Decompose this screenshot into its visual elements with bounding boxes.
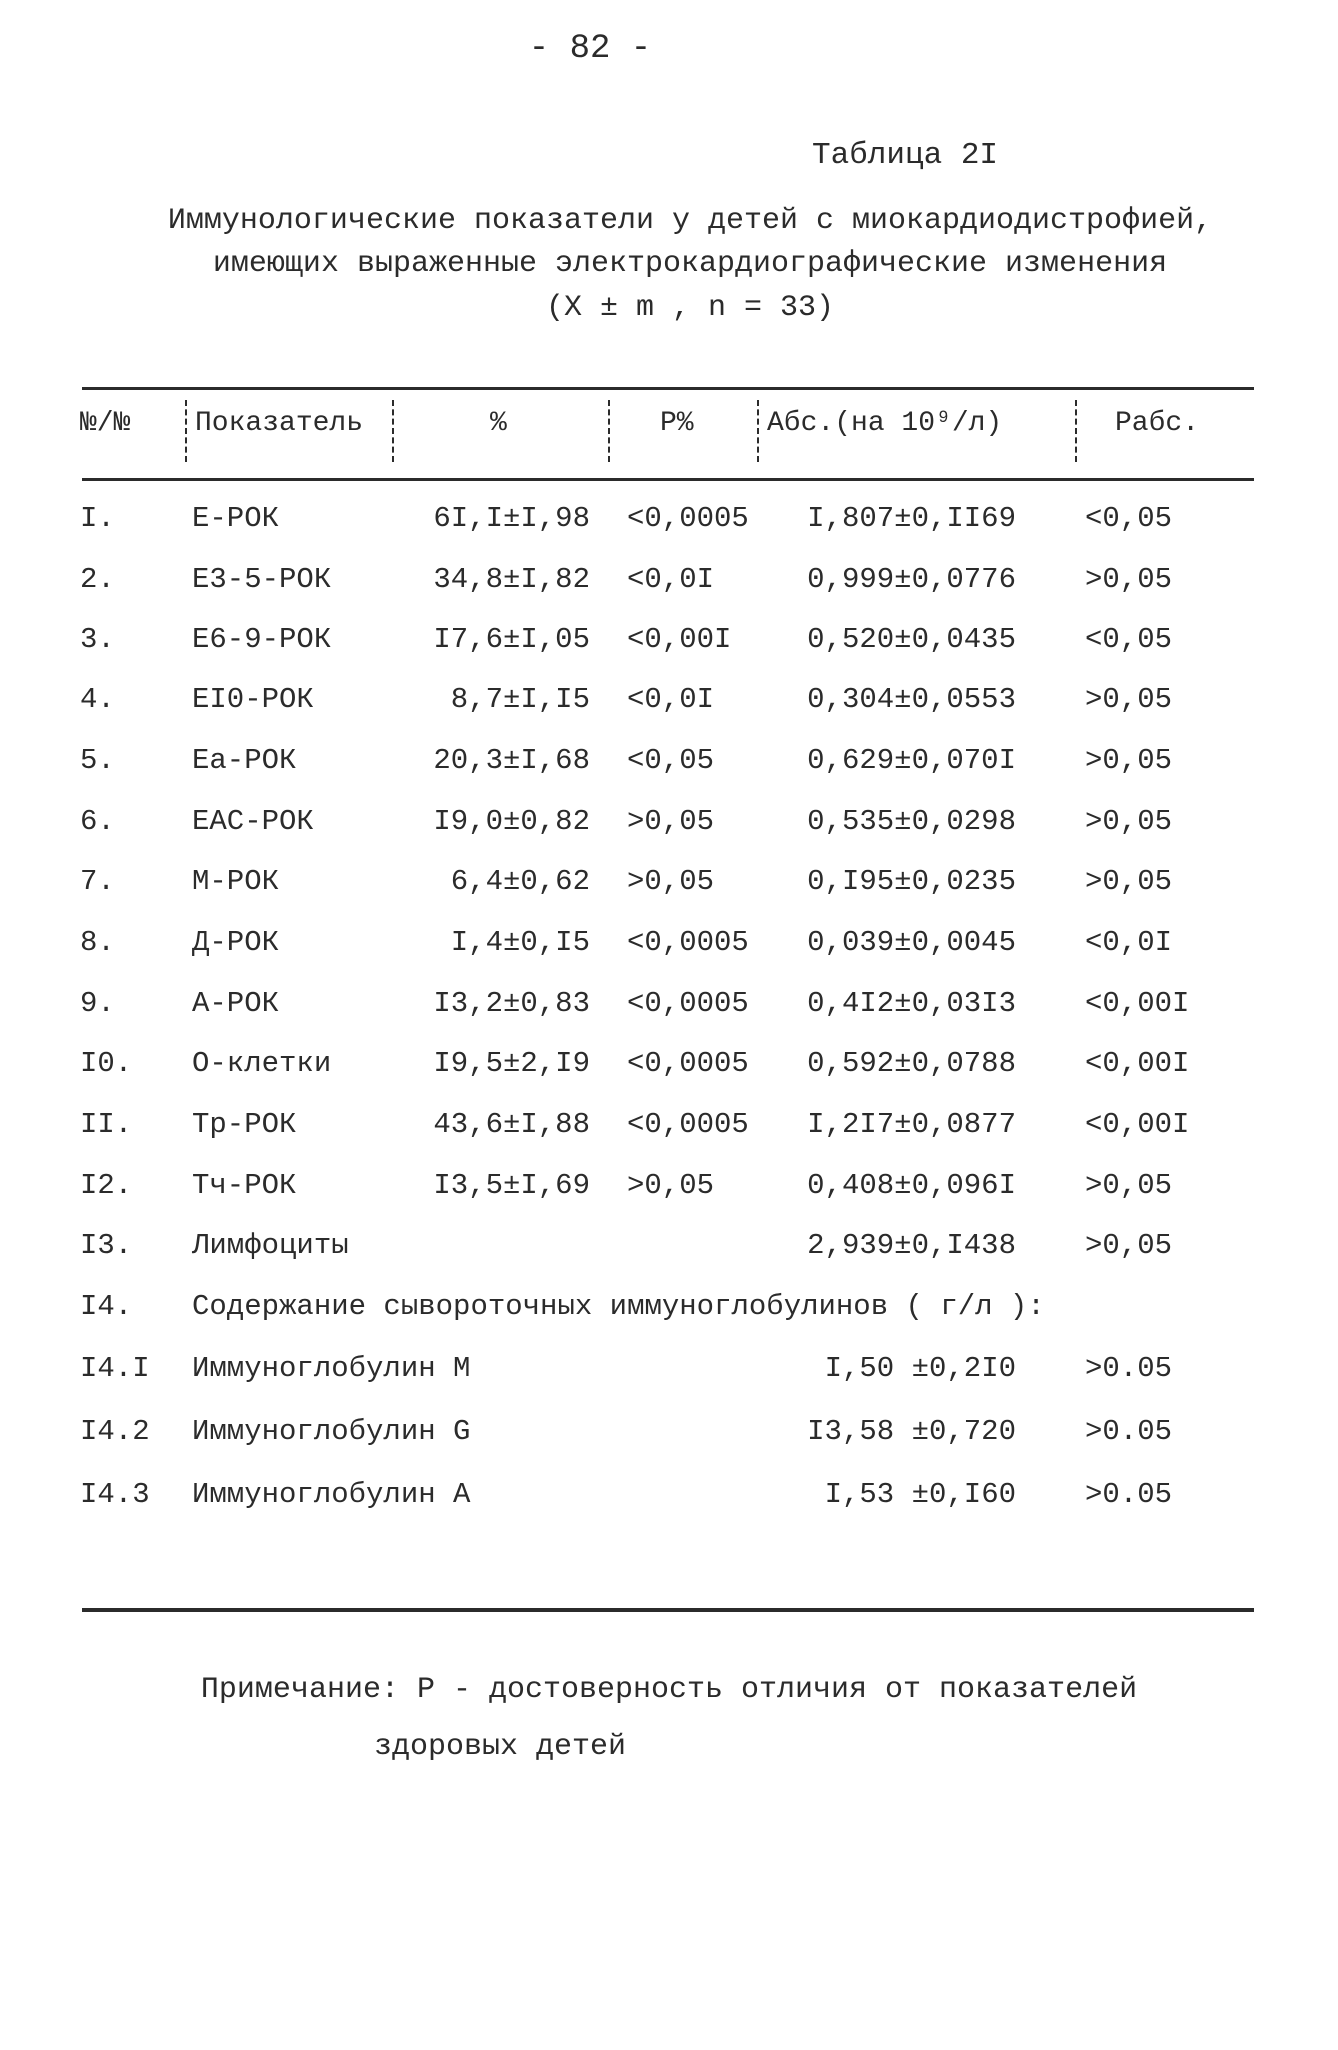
row-p-percent: <0,0I	[627, 563, 715, 596]
row-number: I4.I	[80, 1352, 150, 1385]
header-separator	[757, 400, 759, 462]
row-p-percent: <0,0005	[627, 1047, 749, 1080]
row-indicator: E3-5-РОК	[192, 563, 332, 596]
row-absolute: 0,039±0,0045	[807, 926, 1016, 959]
row-indicator: Иммуноглобулин G	[192, 1415, 471, 1448]
row-number: 5.	[80, 744, 115, 777]
row-percent: 34,8±I,82	[433, 563, 590, 596]
table-label: Таблица 2I	[812, 138, 999, 173]
row-indicator: Tч-РОК	[192, 1169, 297, 1202]
row-p-percent: <0,0005	[627, 502, 749, 535]
table-row	[0, 563, 1338, 623]
row-number: 6.	[80, 805, 115, 838]
row-p-absolute: <0,00I	[1085, 1108, 1190, 1141]
row-indicator: Лимфоциты	[192, 1229, 349, 1262]
row-p-absolute: <0,00I	[1085, 1047, 1190, 1080]
row-percent: I,4±0,I5	[450, 926, 590, 959]
table-row	[0, 1047, 1338, 1107]
row-p-absolute: >0,05	[1085, 744, 1173, 777]
table-row	[0, 1229, 1338, 1289]
row-absolute: 0,4I2±0,03I3	[807, 987, 1016, 1020]
row-p-absolute: <0,00I	[1085, 987, 1190, 1020]
row-indicator: Иммуноглобулин M	[192, 1352, 471, 1385]
table-row	[0, 744, 1338, 804]
row-absolute: I,50 ±0,2I0	[824, 1352, 1016, 1385]
row-indicator: M-РОК	[192, 865, 280, 898]
row-p-absolute: <0,05	[1085, 623, 1173, 656]
row-percent: 6I,I±I,98	[433, 502, 590, 535]
row-number: I2.	[80, 1169, 133, 1202]
row-indicator: O-клетки	[192, 1047, 332, 1080]
row-number: I0.	[80, 1047, 133, 1080]
row-p-absolute: >0,05	[1085, 865, 1173, 898]
note-line-1: Примечание: P - достоверность отличия от показателей	[200, 1673, 1138, 1707]
row-p-percent: >0,05	[627, 805, 715, 838]
row-percent: 8,7±I,I5	[450, 683, 590, 716]
header-separator	[1075, 400, 1077, 462]
table-row	[0, 1169, 1338, 1229]
row-indicator: E-РОК	[192, 502, 280, 535]
row-absolute: 0,520±0,0435	[807, 623, 1016, 656]
row-p-percent: <0,0I	[627, 683, 715, 716]
row-percent: I9,0±0,82	[433, 805, 590, 838]
table-row	[0, 926, 1338, 986]
row-number: 2.	[80, 563, 115, 596]
note-line-2: здоровых детей	[373, 1730, 627, 1764]
row-absolute: 0,304±0,0553	[807, 683, 1016, 716]
row-indicator: EАС-РОК	[192, 805, 314, 838]
table-row	[0, 1478, 1338, 1538]
row-absolute: 0,I95±0,0235	[807, 865, 1016, 898]
table-row	[0, 623, 1338, 683]
table-row	[0, 865, 1338, 925]
row-number: I.	[80, 502, 115, 535]
row-absolute: 0,535±0,0298	[807, 805, 1016, 838]
table-header-rule	[82, 478, 1254, 481]
row-p-absolute: >0,05	[1085, 683, 1173, 716]
page-number: - 82 -	[528, 30, 652, 68]
row-number: II.	[80, 1108, 133, 1141]
row-indicator: Ea-РОК	[192, 744, 297, 777]
table-row	[0, 1290, 1338, 1350]
row-absolute: I3,58 ±0,720	[807, 1415, 1016, 1448]
table-row	[0, 987, 1338, 1047]
header-separator	[392, 400, 394, 462]
row-number: I4.2	[80, 1415, 150, 1448]
row-number: 4.	[80, 683, 115, 716]
row-p-absolute: >0,05	[1085, 1229, 1173, 1262]
row-number: 8.	[80, 926, 115, 959]
table-row	[0, 502, 1338, 562]
row-p-absolute: >0,05	[1085, 563, 1173, 596]
row-indicator: Иммуноглобулин A	[192, 1478, 471, 1511]
row-indicator: Содержание сывороточных иммуноглобулинов ( г/л ):	[192, 1290, 1045, 1323]
row-p-percent: <0,0005	[627, 1108, 749, 1141]
row-percent: 6,4±0,62	[450, 865, 590, 898]
row-number: I4.	[80, 1290, 133, 1323]
table-bottom-rule	[82, 1608, 1254, 1612]
header-percent: %	[490, 408, 507, 439]
header-separator	[185, 400, 187, 462]
row-absolute: 0,629±0,070I	[807, 744, 1016, 777]
header-p-absolute: Pабс.	[1115, 408, 1200, 439]
row-indicator: EI0-РОК	[192, 683, 314, 716]
row-number: 7.	[80, 865, 115, 898]
table-title-line-2: имеющих выраженные электрокардиографические изменения	[212, 247, 1168, 281]
row-p-absolute: >0,05	[1085, 1169, 1173, 1202]
header-indicator: Показатель	[195, 408, 364, 439]
row-percent: I3,2±0,83	[433, 987, 590, 1020]
row-number: I3.	[80, 1229, 133, 1262]
row-p-percent: <0,00I	[627, 623, 732, 656]
row-percent: 20,3±I,68	[433, 744, 590, 777]
row-p-percent: >0,05	[627, 1169, 715, 1202]
row-percent: 43,6±I,88	[433, 1108, 590, 1141]
table-title-line-3: (X ± m , n = 33)	[545, 291, 835, 325]
row-number: I4.3	[80, 1478, 150, 1511]
row-percent: I9,5±2,I9	[433, 1047, 590, 1080]
table-row	[0, 1352, 1338, 1412]
row-percent: I7,6±I,05	[433, 623, 590, 656]
header-absolute: Абс.(на 10⁹/л)	[767, 408, 1003, 439]
row-absolute: 0,999±0,0776	[807, 563, 1016, 596]
table-row	[0, 1415, 1338, 1475]
row-absolute: I,2I7±0,0877	[807, 1108, 1016, 1141]
row-p-absolute: >0.05	[1085, 1478, 1173, 1511]
row-p-percent: <0,0005	[627, 987, 749, 1020]
table-row	[0, 805, 1338, 865]
row-p-percent: <0,05	[627, 744, 715, 777]
row-indicator: Tp-РОК	[192, 1108, 297, 1141]
row-p-absolute: >0.05	[1085, 1415, 1173, 1448]
header-p-percent: P%	[660, 408, 694, 439]
row-absolute: 2,939±0,I438	[807, 1229, 1016, 1262]
row-absolute: 0,408±0,096I	[807, 1169, 1016, 1202]
header-separator	[608, 400, 610, 462]
row-absolute: I,807±0,II69	[807, 502, 1016, 535]
table-title-line-1: Иммунологические показатели у детей с миокардиодистрофией,	[167, 204, 1213, 238]
row-absolute: 0,592±0,0788	[807, 1047, 1016, 1080]
row-p-percent: <0,0005	[627, 926, 749, 959]
table-row	[0, 1108, 1338, 1168]
row-p-absolute: <0,05	[1085, 502, 1173, 535]
row-p-absolute: <0,0I	[1085, 926, 1173, 959]
row-indicator: Д-РОК	[192, 926, 280, 959]
row-percent: I3,5±I,69	[433, 1169, 590, 1202]
table-top-rule	[82, 387, 1254, 390]
row-absolute: I,53 ±0,I60	[824, 1478, 1016, 1511]
row-p-percent: >0,05	[627, 865, 715, 898]
row-number: 3.	[80, 623, 115, 656]
row-indicator: E6-9-РОК	[192, 623, 332, 656]
header-num: №/№	[80, 408, 131, 439]
row-number: 9.	[80, 987, 115, 1020]
table-row	[0, 683, 1338, 743]
row-indicator: A-РОК	[192, 987, 280, 1020]
row-p-absolute: >0,05	[1085, 805, 1173, 838]
row-p-absolute: >0.05	[1085, 1352, 1173, 1385]
